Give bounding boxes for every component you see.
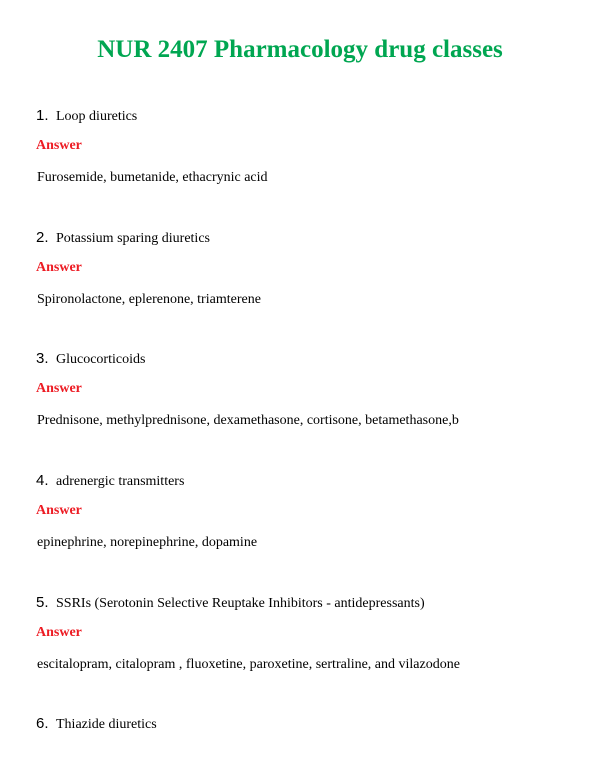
answer-label: Answer [36, 260, 82, 275]
answer-label: Answer [36, 625, 82, 640]
answer-text: Prednisone, methylprednisone, dexamethasone, cortisone, betamethasone,b [37, 413, 459, 428]
question-line [36, 106, 137, 126]
answer-text: Spironolactone, eplerenone, triamterene [37, 292, 261, 307]
question-line [36, 593, 425, 613]
answer-label: Answer [36, 381, 82, 396]
answer-label: Answer [36, 503, 82, 518]
question-number: 6. [36, 715, 49, 732]
question-number: 2. [36, 229, 49, 246]
page-title: NUR 2407 Pharmacology drug classes [97, 36, 503, 63]
question-text: SSRIs (Serotonin Selective Reuptake Inhibitors - antidepressants) [56, 596, 425, 611]
question-line [36, 228, 210, 248]
answer-text: epinephrine, norepinephrine, dopamine [37, 535, 258, 550]
question-text: Thiazide diuretics [56, 717, 157, 732]
question-line [36, 714, 157, 734]
answer-text: escitalopram, citalopram , fluoxetine, paroxetine, sertraline, and vilazodone [37, 657, 460, 672]
question-text: Glucocorticoids [56, 352, 146, 367]
question-number: 5. [36, 594, 49, 611]
answer-text: Furosemide, bumetanide, ethacrynic acid [37, 170, 268, 185]
question-text: Loop diuretics [56, 109, 138, 124]
question-text: Potassium sparing diuretics [56, 231, 210, 246]
answer-label: Answer [36, 138, 82, 153]
question-line [36, 349, 145, 369]
question-number: 3. [36, 350, 49, 367]
question-number: 1. [36, 107, 49, 124]
question-text: adrenergic transmitters [56, 474, 185, 489]
question-line [36, 471, 184, 491]
question-number: 4. [36, 472, 49, 489]
